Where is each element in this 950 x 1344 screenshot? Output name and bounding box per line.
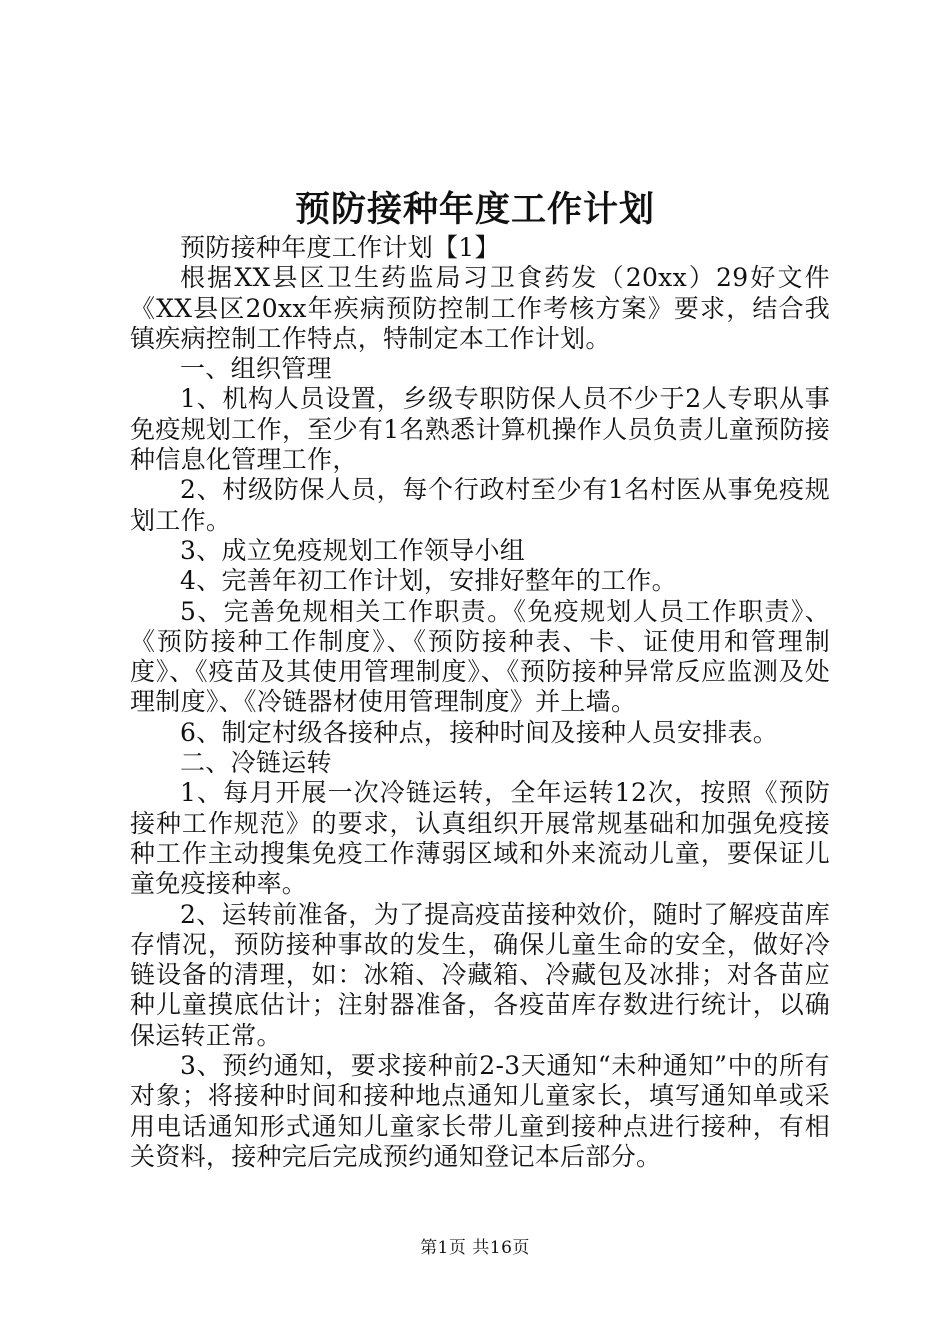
paragraph-subtitle: 预防接种年度工作计划【1】 <box>180 233 500 262</box>
paragraph-intro: 根据XX县区卫生药监局习卫食药发（20xx）29好文件《XX县区20xx年疾病预防控制工作考核方案》要求，结合我镇疾病控制工作特点，特制定本工作计划。 <box>130 263 830 353</box>
document-title: 预防接种年度工作计划 <box>294 189 655 230</box>
paragraph-item: 2、村级防保人员，每个行政村至少有1名村医从事免疫规划工作。 <box>130 475 830 535</box>
paragraph-item: 4、完善年初工作计划，安排好整年的工作。 <box>180 566 677 596</box>
paragraph-item: 5、完善免规相关工作职责。《免疫规划人员工作职责》、《预防接种工作制度》、《预防接种表、卡、证使用和管理制度》、《疫苗及其使用管理制度》、《预防接种异常反应监测及处理制度》、《冷链器材使用管理制度》并上墙。 <box>130 596 830 717</box>
paragraph-item: 2、运转前准备，为了提高疫苗接种效价，随时了解疫苗库存情况，预防接种事故的发生，确保儿童生命的安全，做好冷链设备的清理，如：冰箱、冷藏箱、冷藏包及冰排；对各苗应种儿童摸底估计；注射器准备，各疫苗库存数进行统计，以确保运转正常。 <box>130 899 830 1050</box>
paragraph-item: 1、每月开展一次冷链运转，全年运转12次，按照《预防接种工作规范》的要求，认真组织开展常规基础和加强免疫接种工作主动搜集免疫工作薄弱区域和外来流动儿童，要保证儿童免疫接种率。 <box>130 778 830 899</box>
paragraph-item: 6、制定村级各接种点，接种时间及接种人员安排表。 <box>180 717 779 747</box>
paragraph-item: 3、成立免疫规划工作领导小组 <box>180 535 526 565</box>
paragraph-item: 3、预约通知，要求接种前2-3天通知“未种通知”中的所有对象；将接种时间和接种地点通知儿童家长，填写通知单或采用电话通知形式通知儿童家长带儿童到接种点进行接种，有相关资料，接种完后完成预约通知登记本后部分。 <box>130 1051 830 1171</box>
page-footer: 第1页 共16页 <box>420 1238 530 1258</box>
section-heading-organization: 一、组织管理 <box>180 354 332 384</box>
paragraph-item: 1、机构人员设置，乡级专职防保人员不少于2人专职从事免疫规划工作，至少有1名熟悉计算机操作人员负责儿童预防接种信息化管理工作， <box>130 384 830 475</box>
document-body <box>130 233 830 1172</box>
section-heading-cold-chain: 二、冷链运转 <box>180 748 332 778</box>
